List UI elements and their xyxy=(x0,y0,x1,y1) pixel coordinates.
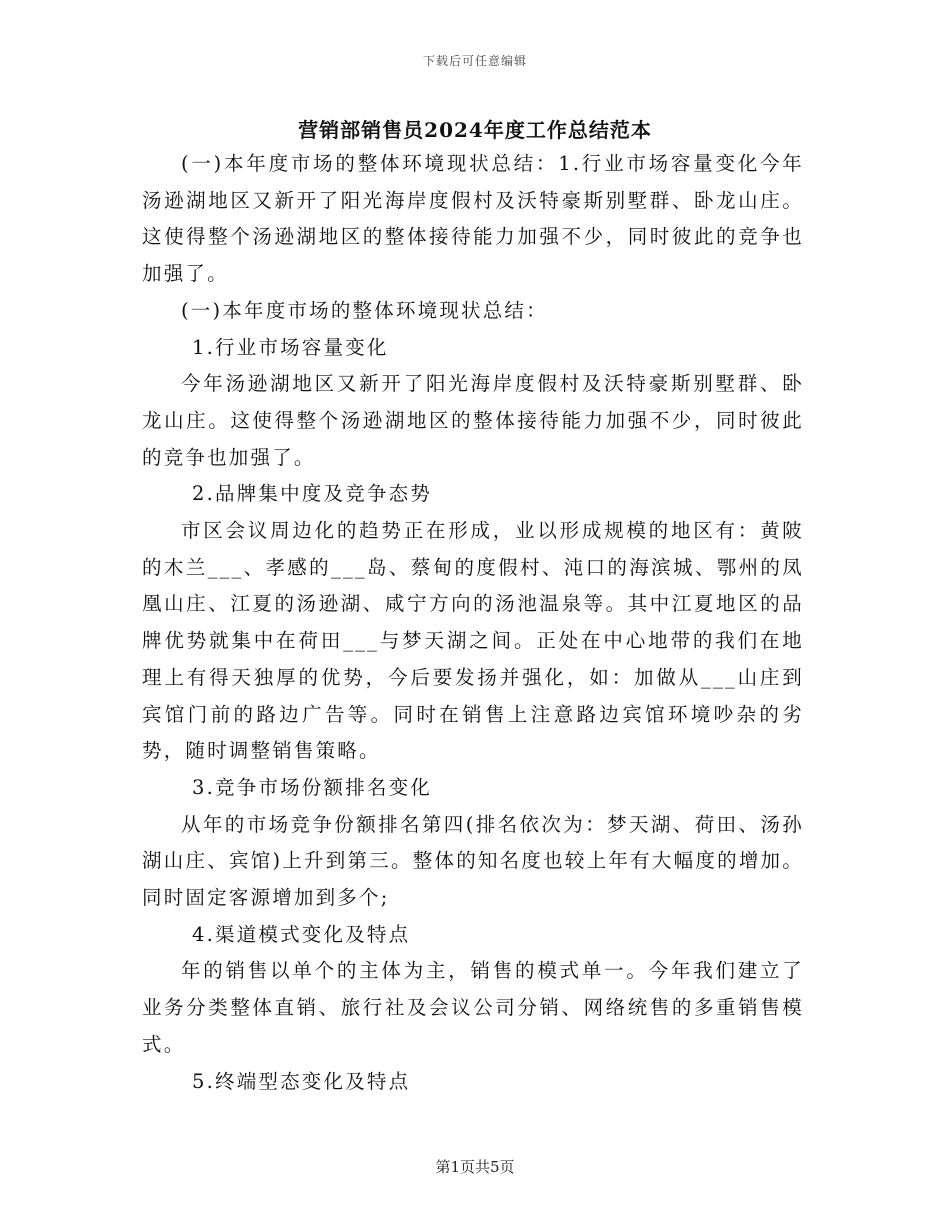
paragraph-market-share: 从年的市场竞争份额排名第四(排名依次为：梦天湖、荷田、汤孙湖山庄、宾馆)上升到第三。整体的知名度也较上年有大幅度的增加。同时固定客源增加到多个; xyxy=(142,812,804,910)
heading-terminal-form: 5.终端型态变化及特点 xyxy=(192,1069,411,1093)
heading-channel-model: 4.渠道模式变化及特点 xyxy=(192,922,411,946)
paragraph-market-capacity: 今年汤逊湖地区又新开了阳光海岸度假村及沃特豪斯别墅群、卧龙山庄。这使得整个汤逊湖地区的整体接待能力加强不少，同时彼此的竞争也加强了。 xyxy=(142,372,804,469)
paragraph-summary-intro: (一)本年度市场的整体环境现状总结：1.行业市场容量变化今年汤逊湖地区又新开了阳光海岸度假村及沃特豪斯别墅群、卧龙山庄。这使得整个汤逊湖地区的整体接待能力加强不少，同时彼此的竞争也加强了。 xyxy=(142,152,804,286)
heading-market-share: 3.竞争市场份额排名变化 xyxy=(192,775,433,799)
heading-market-capacity: 1.行业市场容量变化 xyxy=(192,335,389,359)
page-number: 第1页共5页 xyxy=(435,1158,515,1176)
paragraph-channel-model: 年的销售以单个的主体为主，销售的模式单一。今年我们建立了业务分类整体直销、旅行社及会议公司分销、网络统售的多重销售模式。 xyxy=(142,959,804,1056)
heading-brand-concentration: 2.品牌集中度及竞争态势 xyxy=(192,482,433,506)
paragraph-section-one: (一)本年度市场的整体环境现状总结： xyxy=(181,298,548,322)
document-title: 营销部销售员2024年度工作总结范本 xyxy=(298,118,652,142)
page-header-note: 下载后可任意编辑 xyxy=(422,54,527,68)
paragraph-brand-concentration: 市区会议周边化的趋势正在形成，业以形成规模的地区有：黄陂的木兰___、孝感的___岛、蔡甸的度假村、沌口的海滨城、鄂州的凤凰山庄、江夏的汤逊湖、咸宁方向的汤池温泉等。其中江夏地区的品牌优势就集中在荷田___与梦天湖之间。正处在中心地带的我们在地理上有得天独厚的优势，今后要发扬并强化，如：加做从___山庄到宾馆门前的路边广告等。同时在销售上注意路边宾馆环境吵杂的劣势，随时调整销售策略。 xyxy=(142,519,804,763)
document-body xyxy=(142,146,804,1100)
